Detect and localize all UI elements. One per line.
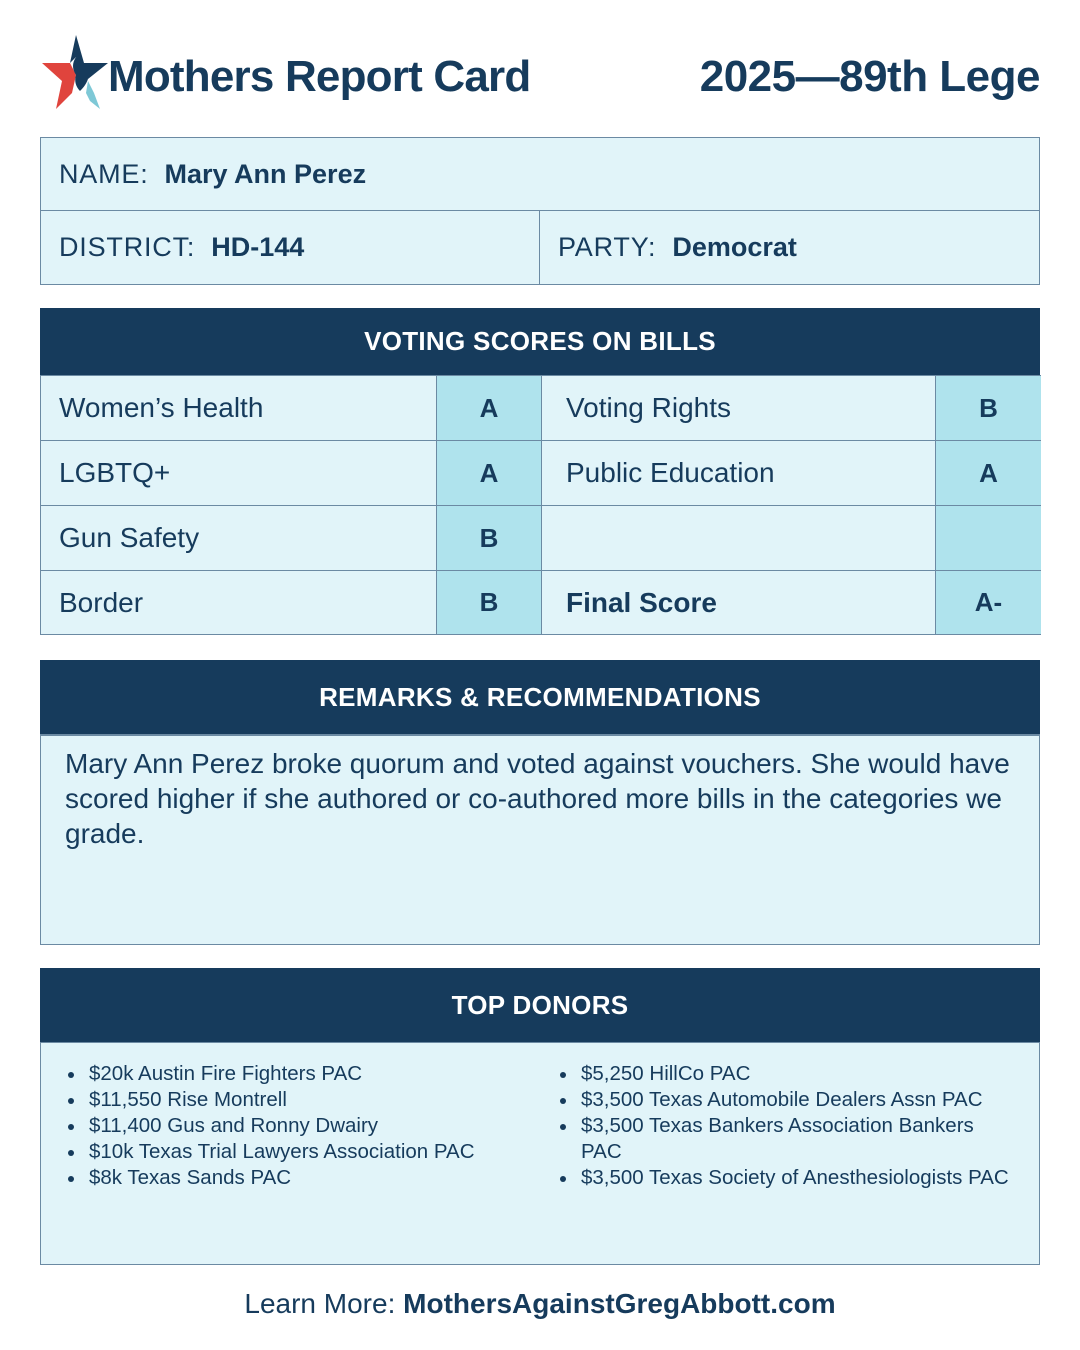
name-value: Mary Ann Perez (164, 158, 367, 189)
footer (0, 1288, 1080, 1320)
donors-list (40, 1042, 1040, 1265)
donor-item: $10k Texas Trial Lawyers Association PAC (65, 1139, 541, 1165)
grade-cell: B (935, 375, 1041, 440)
legislator-info (40, 137, 1040, 285)
star-logo-icon (42, 35, 108, 111)
party-label: PARTY: (558, 232, 657, 262)
remarks-text: Mary Ann Perez broke quorum and voted against vouchers. She would have scored higher if she authored or co-authored more bills in the categories we grade. (40, 734, 1040, 945)
district-value: HD-144 (211, 232, 305, 262)
donors-left-column (41, 1061, 541, 1264)
donor-item: $3,500 Texas Bankers Association Bankers PAC (557, 1113, 1019, 1165)
donor-item: $3,500 Texas Automobile Dealers Assn PAC (557, 1087, 1019, 1113)
category-cell: Border (41, 570, 436, 635)
final-score-grade: A- (935, 570, 1041, 635)
donor-item: $11,400 Gus and Ronny Dwairy (65, 1113, 541, 1139)
remarks-title: REMARKS & RECOMMENDATIONS (40, 660, 1040, 734)
session-title: 2025—89th Lege (699, 52, 1040, 101)
category-cell: Public Education (541, 440, 935, 505)
name-row (41, 138, 1039, 211)
donors-right-column (541, 1061, 1039, 1264)
donor-item: $20k Austin Fire Fighters PAC (65, 1061, 541, 1087)
empty-category-cell (541, 505, 935, 570)
party-value: Democrat (672, 232, 797, 262)
grade-cell: B (436, 505, 541, 570)
grade-cell: A (436, 375, 541, 440)
category-cell: Voting Rights (541, 375, 935, 440)
report-header (40, 30, 1040, 120)
remarks-section (40, 660, 1040, 945)
district-label: DISTRICT: (59, 232, 196, 262)
donor-item: $3,500 Texas Society of Anesthesiologists PAC (557, 1165, 1019, 1191)
party-cell (540, 211, 1039, 284)
top-donors-title: TOP DONORS (40, 968, 1040, 1042)
website-link[interactable]: MothersAgainstGregAbbott.com (403, 1288, 836, 1319)
top-donors-section (40, 968, 1040, 1265)
voting-scores-title: VOTING SCORES ON BILLS (40, 308, 1040, 375)
grade-cell: B (436, 570, 541, 635)
donor-item: $11,550 Rise Montrell (65, 1087, 541, 1113)
brand-title: Mothers Report Card (108, 52, 531, 101)
donor-item: $5,250 HillCo PAC (557, 1061, 1019, 1087)
voting-scores-section (40, 308, 1040, 635)
district-cell (41, 211, 540, 284)
donor-item: $8k Texas Sands PAC (65, 1165, 541, 1191)
empty-grade-cell (935, 505, 1041, 570)
grade-cell: A (935, 440, 1041, 505)
category-cell: LGBTQ+ (41, 440, 436, 505)
category-cell: Gun Safety (41, 505, 436, 570)
category-cell: Women’s Health (41, 375, 436, 440)
district-party-row (41, 211, 1039, 284)
grade-cell: A (436, 440, 541, 505)
learn-more-label: Learn More: (244, 1288, 396, 1319)
name-label: NAME: (59, 158, 149, 189)
scores-table (40, 375, 1040, 635)
final-score-label: Final Score (541, 570, 935, 635)
